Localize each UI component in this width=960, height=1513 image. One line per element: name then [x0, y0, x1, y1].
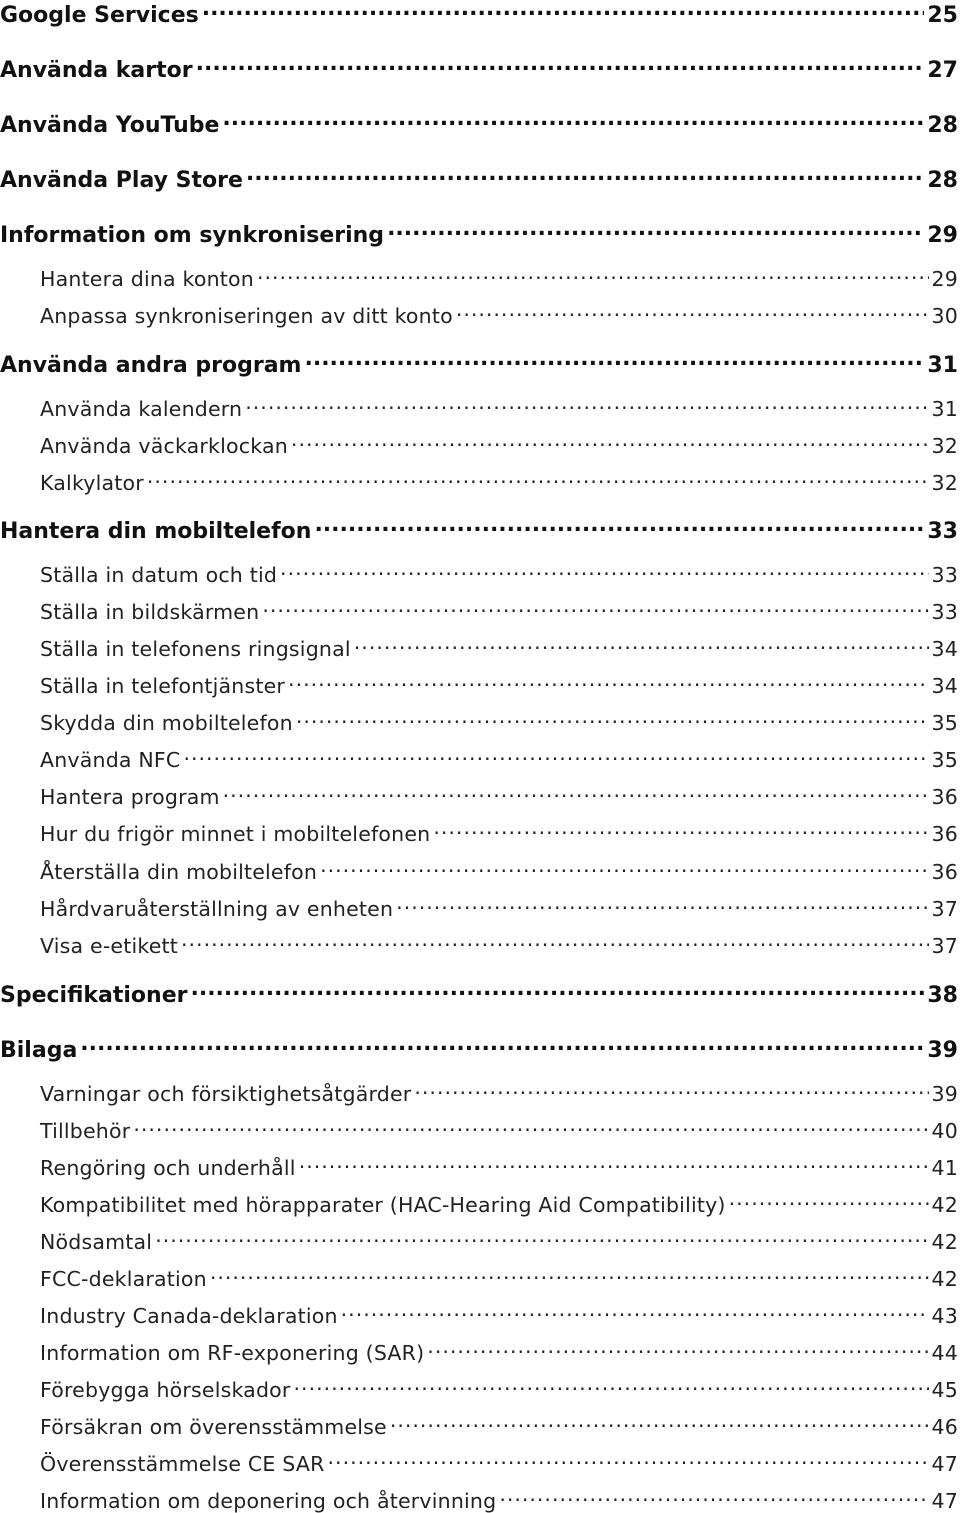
toc-entry[interactable] — [0, 1339, 958, 1365]
toc-entry-title: Använda kalendern — [40, 396, 243, 421]
toc-entry[interactable] — [0, 395, 958, 421]
toc-entry[interactable] — [0, 1154, 958, 1180]
toc-entry-page-number: 28 — [927, 113, 958, 138]
toc-entry-title: Bilaga — [0, 1038, 78, 1063]
toc-dot-leader — [222, 110, 924, 132]
toc-entry-page-number: 33 — [931, 599, 958, 624]
toc-entry[interactable] — [0, 561, 958, 587]
toc-dot-leader — [341, 1302, 929, 1323]
toc-entry-title: Information om synkronisering — [0, 223, 385, 248]
toc-entry-title: FCC-deklaration — [40, 1266, 207, 1291]
toc-entry-page-number: 42 — [931, 1192, 958, 1217]
toc-dot-leader — [299, 1154, 929, 1175]
toc-dot-leader — [414, 1080, 928, 1101]
toc-entry[interactable] — [0, 783, 958, 809]
toc-entry[interactable] — [0, 1413, 958, 1439]
toc-entry-title: Visa e-etikett — [40, 933, 179, 958]
toc-entry[interactable] — [0, 1191, 958, 1217]
toc-entry-title: Ställa in bildskärmen — [40, 599, 260, 624]
toc-dot-leader — [262, 598, 928, 619]
toc-entry-title: Hantera program — [40, 784, 220, 809]
toc-entry-page-number: 47 — [931, 1451, 958, 1476]
toc-entry-title: Industry Canada-deklaration — [40, 1303, 338, 1328]
toc-entry[interactable] — [0, 635, 958, 661]
toc-entry[interactable] — [0, 265, 958, 291]
toc-entry-title: Återställa din mobiltelefon — [40, 859, 318, 884]
toc-entry-title: Skydda din mobiltelefon — [40, 710, 293, 735]
toc-entry[interactable] — [0, 1035, 958, 1063]
toc-entry-page-number: 25 — [927, 3, 958, 28]
toc-entry[interactable] — [0, 746, 958, 772]
toc-dot-leader — [202, 0, 925, 22]
toc-entry-page-number: 34 — [931, 636, 958, 661]
toc-entry-title: Information om deponering och återvinning — [40, 1488, 497, 1513]
toc-entry-page-number: 36 — [931, 821, 958, 846]
toc-entry-page-number: 42 — [931, 1266, 958, 1291]
toc-entry[interactable] — [0, 709, 958, 735]
toc-entry-page-number: 35 — [931, 747, 958, 772]
toc-entry-title: Hantera din mobiltelefon — [0, 519, 312, 544]
toc-dot-leader — [223, 783, 929, 804]
toc-entry[interactable] — [0, 598, 958, 624]
toc-dot-leader — [80, 1035, 924, 1057]
toc-entry-title: Förebygga hörselskador — [40, 1377, 291, 1402]
toc-entry-title: Använda kartor — [0, 58, 193, 83]
toc-dot-leader — [183, 746, 928, 767]
toc-dot-leader — [196, 55, 925, 77]
toc-entry[interactable] — [0, 302, 958, 328]
toc-dot-leader — [181, 932, 928, 953]
toc-entry[interactable] — [0, 1117, 958, 1143]
toc-dot-leader — [155, 1228, 928, 1249]
toc-entry-title: Ställa in telefontjänster — [40, 673, 286, 698]
toc-entry[interactable] — [0, 350, 958, 378]
toc-entry-title: Hårdvaruåterställning av enheten — [40, 896, 394, 921]
toc-entry[interactable] — [0, 110, 958, 138]
toc-entry-title: Nödsamtal — [40, 1229, 153, 1254]
toc-entry[interactable] — [0, 469, 958, 495]
toc-entry-title: Använda väckarklockan — [40, 433, 288, 458]
toc-entry-page-number: 41 — [931, 1155, 958, 1180]
toc-dot-leader — [314, 516, 924, 538]
toc-entry-page-number: 30 — [931, 303, 958, 328]
toc-entry-title: Ställa in datum och tid — [40, 562, 278, 587]
toc-entry-page-number: 40 — [931, 1118, 958, 1143]
toc-entry[interactable] — [0, 1228, 958, 1254]
toc-entry-title: Hantera dina konton — [40, 266, 254, 291]
toc-dot-leader — [729, 1191, 929, 1212]
toc-entry-title: Varningar och försiktighetsåtgärder — [40, 1081, 412, 1106]
toc-dot-leader — [396, 895, 928, 916]
toc-entry[interactable] — [0, 820, 958, 846]
toc-dot-leader — [245, 395, 928, 416]
toc-dot-leader — [190, 980, 924, 1002]
toc-entry-title: Använda NFC — [40, 747, 181, 772]
toc-entry-page-number: 47 — [931, 1488, 958, 1513]
toc-entry[interactable] — [0, 1265, 958, 1291]
toc-entry-page-number: 32 — [931, 433, 958, 458]
toc-dot-leader — [147, 469, 929, 490]
toc-entry[interactable] — [0, 1302, 958, 1328]
toc-dot-leader — [354, 635, 929, 656]
toc-dot-leader — [456, 302, 929, 323]
toc-entry-page-number: 46 — [931, 1414, 958, 1439]
toc-entry[interactable] — [0, 55, 958, 83]
toc-entry[interactable] — [0, 895, 958, 921]
toc-entry[interactable] — [0, 1080, 958, 1106]
toc-entry[interactable] — [0, 0, 958, 28]
toc-dot-leader — [294, 1376, 929, 1397]
toc-entry-page-number: 39 — [927, 1038, 958, 1063]
toc-entry[interactable] — [0, 858, 958, 884]
toc-dot-leader — [390, 1413, 929, 1434]
toc-dot-leader — [427, 1339, 928, 1360]
toc-entry-title: Använda Play Store — [0, 168, 243, 193]
toc-entry-page-number: 45 — [931, 1377, 958, 1402]
toc-entry-title: Google Services — [0, 3, 199, 28]
toc-dot-leader — [280, 561, 928, 582]
toc-entry-title: Använda andra program — [0, 353, 302, 378]
toc-dot-leader — [210, 1265, 929, 1286]
toc-entry-page-number: 29 — [927, 223, 958, 248]
toc-entry[interactable] — [0, 1376, 958, 1402]
toc-entry-page-number: 31 — [931, 396, 958, 421]
toc-entry-page-number: 34 — [931, 673, 958, 698]
toc-entry[interactable] — [0, 672, 958, 698]
toc-entry[interactable] — [0, 220, 958, 248]
toc-entry-title: Ställa in telefonens ringsignal — [40, 636, 351, 661]
toc-entry[interactable] — [0, 165, 958, 193]
toc-entry-title: Anpassa synkroniseringen av ditt konto — [40, 303, 453, 328]
toc-dot-leader — [133, 1117, 928, 1138]
toc-dot-leader — [387, 220, 924, 242]
toc-entry-page-number: 36 — [931, 859, 958, 884]
toc-entry[interactable] — [0, 1487, 958, 1513]
toc-entry-page-number: 32 — [931, 470, 958, 495]
toc-entry[interactable] — [0, 516, 958, 544]
toc-entry-title: Använda YouTube — [0, 113, 220, 138]
toc-entry-page-number: 31 — [927, 353, 958, 378]
toc-entry-page-number: 33 — [927, 519, 958, 544]
toc-entry-title: Information om RF-exponering (SAR) — [40, 1340, 425, 1365]
toc-entry[interactable] — [0, 932, 958, 958]
toc-entry-page-number: 38 — [927, 983, 958, 1008]
toc-entry-page-number: 37 — [931, 933, 958, 958]
toc-entry[interactable] — [0, 980, 958, 1008]
toc-entry-title: Överensstämmelse CE SAR — [40, 1451, 325, 1476]
toc-entry-page-number: 27 — [927, 58, 958, 83]
toc-entry-page-number: 42 — [931, 1229, 958, 1254]
toc-entry-title: Tillbehör — [40, 1118, 131, 1143]
toc-entry-page-number: 44 — [931, 1340, 958, 1365]
toc-entry-title: Försäkran om överensstämmelse — [40, 1414, 387, 1439]
toc-entry-page-number: 29 — [931, 266, 958, 291]
toc-dot-leader — [304, 350, 924, 372]
toc-dot-leader — [328, 1450, 929, 1471]
toc-entry-page-number: 39 — [931, 1081, 958, 1106]
toc-dot-leader — [433, 820, 928, 841]
toc-entry[interactable] — [0, 1450, 958, 1476]
toc-entry-page-number: 37 — [931, 896, 958, 921]
toc-entry-page-number: 43 — [931, 1303, 958, 1328]
toc-entry-title: Kompatibilitet med hörapparater (HAC-Hearing Aid Compatibility) — [40, 1192, 726, 1217]
toc-dot-leader — [257, 265, 929, 286]
toc-dot-leader — [320, 858, 928, 879]
toc-entry-title: Kalkylator — [40, 470, 144, 495]
toc-entry-title: Hur du frigör minnet i mobiltelefonen — [40, 821, 431, 846]
toc-entry-page-number: 35 — [931, 710, 958, 735]
toc-entry-title: Specifikationer — [0, 983, 188, 1008]
toc-dot-leader — [291, 432, 929, 453]
toc-dot-leader — [288, 672, 928, 693]
toc-entry[interactable] — [0, 432, 958, 458]
toc-dot-leader — [296, 709, 929, 730]
toc-entry-page-number: 33 — [931, 562, 958, 587]
toc-entry-page-number: 28 — [927, 168, 958, 193]
toc-entry-page-number: 36 — [931, 784, 958, 809]
toc-entry-title: Rengöring och underhåll — [40, 1155, 296, 1180]
toc-dot-leader — [246, 165, 925, 187]
toc-dot-leader — [499, 1487, 928, 1508]
